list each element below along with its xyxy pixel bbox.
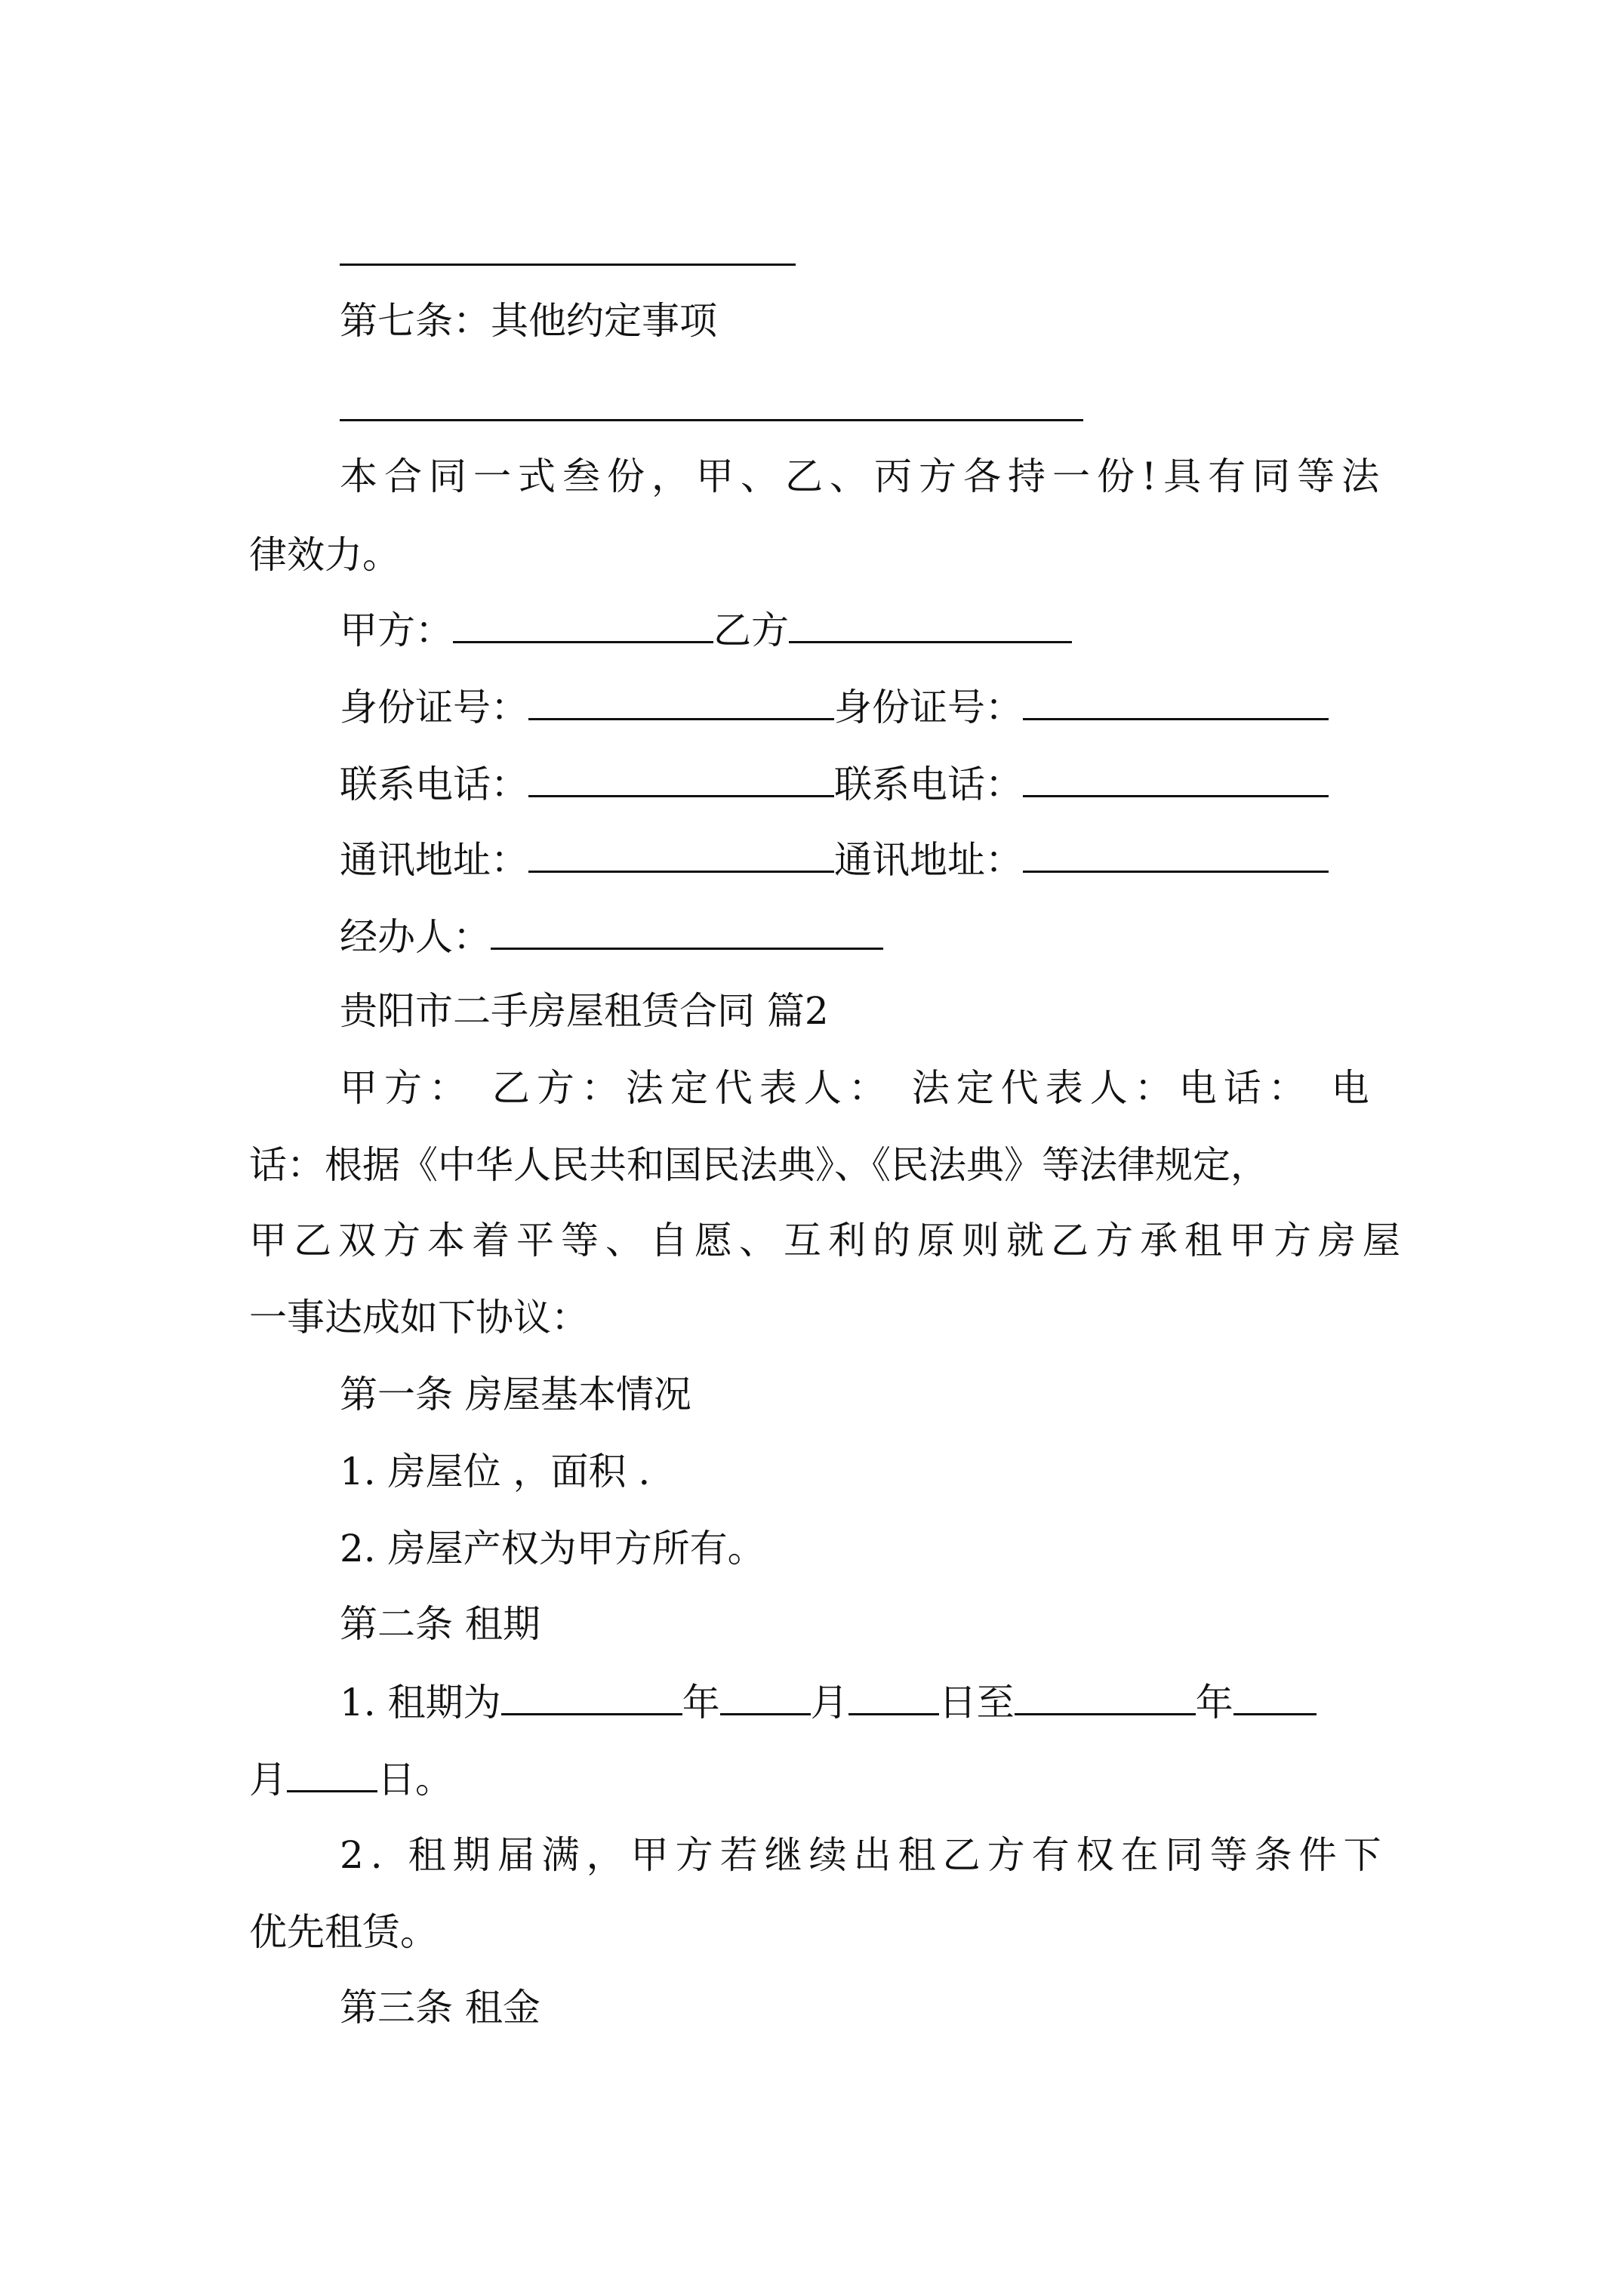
end-day-blank[interactable] bbox=[287, 1755, 377, 1792]
article-1-item-2: 2. 房屋产权为甲方所有。 bbox=[340, 1527, 765, 1570]
day-to-text: 日至 bbox=[938, 1681, 1015, 1724]
blank-line bbox=[340, 419, 1083, 421]
article-1-title: 第一条 房屋基本情况 bbox=[340, 1373, 691, 1416]
article-2-title: 第二条 租期 bbox=[340, 1602, 540, 1646]
handler-row bbox=[340, 913, 883, 960]
party-b-label: 乙方 bbox=[713, 609, 789, 652]
article-2-item-2-line-2: 优先租赁。 bbox=[249, 1910, 438, 1954]
contract-2-intro-line-3: 甲乙双方本着平等、自愿、互利的原则就乙方承租甲方房屋 bbox=[249, 1219, 1407, 1262]
month-unit: 月 bbox=[249, 1758, 287, 1801]
start-month-blank[interactable] bbox=[720, 1678, 811, 1715]
address-row bbox=[340, 836, 1329, 883]
contract-2-intro-line-2: 话：根据《中华人民共和国民法典》、《民法典》等法律规定， bbox=[249, 1143, 1268, 1187]
closing-line-1: 本合同一式叁份，甲、乙、丙方各持一份!具有同等法 bbox=[340, 455, 1387, 498]
end-year-blank[interactable] bbox=[1015, 1678, 1196, 1715]
article-2-item-1-line-1 bbox=[340, 1678, 1317, 1725]
handler-blank[interactable] bbox=[491, 913, 883, 950]
year-unit: 年 bbox=[1195, 1681, 1233, 1724]
phone-row bbox=[340, 760, 1329, 807]
day-end-text: 日。 bbox=[377, 1758, 453, 1801]
contract-2-intro-line-1: 甲方： 乙方：法定代表人： 法定代表人：电话： 电 bbox=[340, 1066, 1376, 1110]
address-blank-a[interactable] bbox=[528, 836, 834, 873]
party-a-row bbox=[340, 606, 1072, 653]
party-b-blank[interactable] bbox=[789, 606, 1072, 643]
article-7-heading: 第七条：其他约定事项 bbox=[340, 299, 717, 343]
address-blank-b[interactable] bbox=[1023, 836, 1329, 873]
id-number-blank-a[interactable] bbox=[528, 683, 834, 720]
id-number-row bbox=[340, 683, 1329, 730]
phone-label-b: 联系电话： bbox=[834, 763, 1023, 806]
start-year-blank[interactable] bbox=[501, 1678, 682, 1715]
phone-blank-a[interactable] bbox=[528, 760, 834, 797]
blank-line bbox=[340, 264, 796, 266]
article-3-title: 第三条 租金 bbox=[340, 1986, 540, 2029]
start-day-blank[interactable] bbox=[848, 1678, 939, 1715]
year-unit: 年 bbox=[682, 1681, 720, 1724]
address-label-b: 通讯地址： bbox=[834, 838, 1023, 882]
party-a-blank[interactable] bbox=[453, 606, 713, 643]
contract-2-title: 贵阳市二手房屋租赁合同 篇2 bbox=[340, 989, 829, 1033]
article-2-item-1-line-2 bbox=[249, 1755, 453, 1802]
address-label-a: 通讯地址： bbox=[340, 838, 528, 882]
id-number-label-b: 身份证号： bbox=[834, 686, 1023, 729]
lease-term-label: 1. 租期为 bbox=[340, 1681, 501, 1724]
contract-2-intro-line-4: 一事达成如下协议： bbox=[249, 1296, 589, 1339]
closing-line-2: 律效力。 bbox=[249, 533, 400, 577]
month-unit: 月 bbox=[810, 1681, 848, 1724]
phone-blank-b[interactable] bbox=[1023, 760, 1329, 797]
party-a-label: 甲方： bbox=[340, 609, 453, 652]
article-1-item-1: 1. 房屋位 ，面积 . bbox=[340, 1450, 651, 1493]
handler-label: 经办人： bbox=[340, 915, 491, 959]
end-month-blank[interactable] bbox=[1233, 1678, 1317, 1715]
phone-label-a: 联系电话： bbox=[340, 763, 528, 806]
id-number-blank-b[interactable] bbox=[1023, 683, 1329, 720]
article-2-item-2-line-1: 2. 租期届满，甲方若继续出租乙方有权在同等条件下 bbox=[340, 1833, 1388, 1877]
id-number-label-a: 身份证号： bbox=[340, 686, 528, 729]
